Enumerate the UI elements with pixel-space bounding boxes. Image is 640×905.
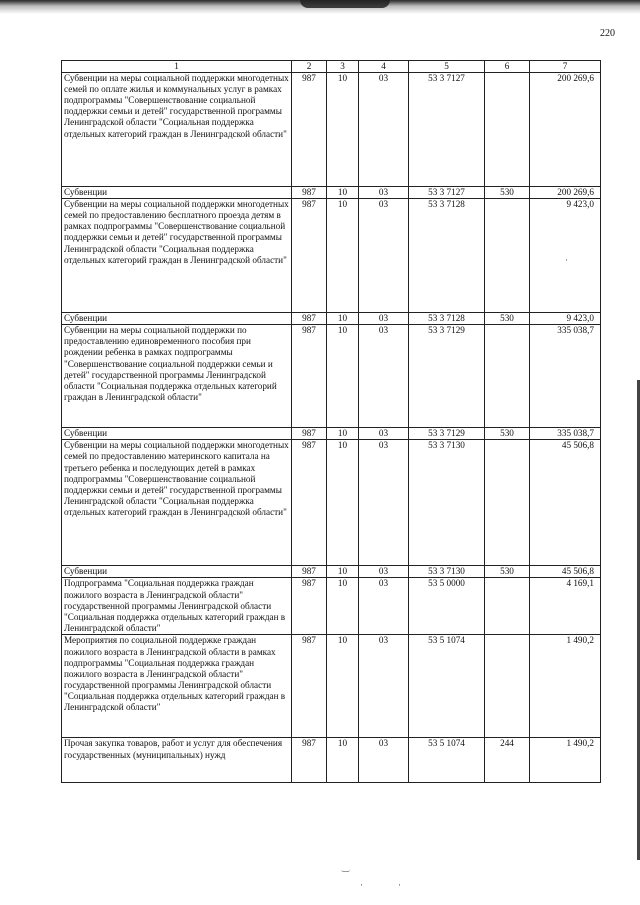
row-description: Подпрограмма "Социальная поддержка граждан пожилого возраста в Ленинградской области" государственной программы Ленинградской области "Социальная поддержка отдельных категорий граждан в Ленинградской области" [62, 578, 292, 635]
cell-amount: 45 506,8 [530, 566, 601, 578]
table-header-row [62, 61, 601, 73]
header-cell: 2 [292, 61, 327, 73]
cell-target-article: 53 3 7127 [409, 187, 485, 199]
cell-target-article: 53 5 1074 [409, 635, 485, 738]
table-row [62, 635, 601, 738]
header-cell: 1 [62, 61, 292, 73]
cell-expense-type [485, 325, 530, 428]
cell-amount: 200 269,6 [530, 73, 601, 187]
cell-subsection: 03 [359, 199, 409, 313]
row-description: Субвенции [62, 187, 292, 199]
cell-expense-type: 244 [485, 738, 530, 783]
cell-target-article: 53 5 1074 [409, 738, 485, 783]
cell-code: 987 [292, 73, 327, 187]
scan-speck: · [360, 880, 363, 890]
table-row [62, 73, 601, 187]
cell-expense-type: 530 [485, 313, 530, 325]
cell-amount: 200 269,6 [530, 187, 601, 199]
cell-subsection: 03 [359, 635, 409, 738]
row-description: Прочая закупка товаров, работ и услуг для обеспечения государственных (муниципальных) нужд [62, 738, 292, 783]
table-row [62, 187, 601, 199]
cell-amount: 45 506,8 [530, 440, 601, 566]
cell-subsection: 03 [359, 73, 409, 187]
row-description: Субвенции на меры социальной поддержки многодетных семей по оплате жилья и коммунальных услуг в рамках подпрограммы "Совершенствование социальной поддержки семьи и детей" государственной программы Ленинградской области "Социальная поддержка отдельных категорий граждан в Ленинградской области" [62, 73, 292, 187]
cell-section: 10 [327, 313, 359, 325]
table-row [62, 313, 601, 325]
cell-amount: 4 169,1 [530, 578, 601, 635]
table-row [62, 199, 601, 313]
cell-section: 10 [327, 566, 359, 578]
cell-target-article: 53 3 7130 [409, 440, 485, 566]
cell-amount: 9 423,0 [530, 313, 601, 325]
cell-expense-type [485, 635, 530, 738]
cell-expense-type [485, 199, 530, 313]
cell-code: 987 [292, 578, 327, 635]
table-row [62, 440, 601, 566]
cell-section: 10 [327, 73, 359, 187]
header-cell: 7 [530, 61, 601, 73]
row-description: Субвенции на меры социальной поддержки многодетных семей по предоставлению материнского капитала на третьего ребенка и последующих детей в рамках подпрограммы "Совершенствование социальной поддержки семьи и детей" государственной программы Ленинградской области "Социальная поддержка отдельных категорий граждан в Ленинградской области" [62, 440, 292, 566]
cell-target-article: 53 3 7130 [409, 566, 485, 578]
cell-subsection: 03 [359, 440, 409, 566]
page-number: 220 [600, 28, 615, 39]
cell-amount: 1 490,2 [530, 738, 601, 783]
cell-expense-type [485, 440, 530, 566]
cell-target-article: 53 3 7127 [409, 73, 485, 187]
cell-section: 10 [327, 578, 359, 635]
cell-target-article: 53 3 7129 [409, 325, 485, 428]
cell-amount: 1 490,2 [530, 635, 601, 738]
cell-subsection: 03 [359, 325, 409, 428]
cell-section: 10 [327, 738, 359, 783]
cell-expense-type: 530 [485, 566, 530, 578]
cell-subsection: 03 [359, 578, 409, 635]
table-row [62, 578, 601, 635]
cell-code: 987 [292, 325, 327, 428]
cell-expense-type: 530 [485, 187, 530, 199]
row-description: Субвенции [62, 566, 292, 578]
cell-section: 10 [327, 440, 359, 566]
cell-amount: 335 038,7 [530, 428, 601, 440]
scan-artifact [300, 0, 390, 8]
cell-expense-type [485, 73, 530, 187]
cell-expense-type [485, 578, 530, 635]
table-row [62, 325, 601, 428]
cell-target-article: 53 5 0000 [409, 578, 485, 635]
cell-code: 987 [292, 428, 327, 440]
cell-code: 987 [292, 738, 327, 783]
cell-subsection: 03 [359, 738, 409, 783]
cell-subsection: 03 [359, 428, 409, 440]
cell-subsection: 03 [359, 313, 409, 325]
cell-section: 10 [327, 325, 359, 428]
cell-code: 987 [292, 566, 327, 578]
cell-code: 987 [292, 199, 327, 313]
row-description: Субвенции на меры социальной поддержки по предоставлению единовременного пособия при рождении ребенка в рамках подпрограммы "Совершенствование социальной поддержки семьи и детей" государственной программы Ленинградской области "Социальная поддержка отдельных категорий граждан в Ленинградской области" [62, 325, 292, 428]
cell-section: 10 [327, 635, 359, 738]
cell-section: 10 [327, 199, 359, 313]
header-cell: 5 [409, 61, 485, 73]
header-cell: 4 [359, 61, 409, 73]
table-row [62, 428, 601, 440]
scan-speck: ‿ [342, 862, 350, 872]
cell-amount: 9 423,0 [530, 199, 601, 313]
cell-subsection: 03 [359, 566, 409, 578]
cell-section: 10 [327, 187, 359, 199]
scan-speck: · [398, 880, 401, 890]
budget-table [61, 60, 601, 783]
cell-section: 10 [327, 428, 359, 440]
row-description: Субвенции [62, 313, 292, 325]
cell-target-article: 53 3 7128 [409, 199, 485, 313]
cell-target-article: 53 3 7129 [409, 428, 485, 440]
cell-code: 987 [292, 635, 327, 738]
scan-speck: · [565, 255, 568, 265]
cell-expense-type: 530 [485, 428, 530, 440]
header-cell: 3 [327, 61, 359, 73]
header-cell: 6 [485, 61, 530, 73]
row-description: Субвенции [62, 428, 292, 440]
cell-subsection: 03 [359, 187, 409, 199]
cell-code: 987 [292, 313, 327, 325]
cell-amount: 335 038,7 [530, 325, 601, 428]
table-row [62, 566, 601, 578]
row-description: Субвенции на меры социальной поддержки многодетных семей по предоставлению бесплатного проезда детям в рамках подпрограммы "Совершенствование социальной поддержки семьи и детей" государственной программы Ленинградской области "Социальная поддержка отдельных категорий граждан в Ленинградской области" [62, 199, 292, 313]
cell-target-article: 53 3 7128 [409, 313, 485, 325]
table-row [62, 738, 601, 783]
cell-code: 987 [292, 440, 327, 566]
cell-code: 987 [292, 187, 327, 199]
row-description: Мероприятия по социальной поддержке граждан пожилого возраста в Ленинградской области в рамках подпрограммы "Социальная поддержка граждан пожилого возраста в Ленинградской области" государственной программы Ленинградской области "Социальная поддержка отдельных категорий граждан в Ленинградской области" [62, 635, 292, 738]
